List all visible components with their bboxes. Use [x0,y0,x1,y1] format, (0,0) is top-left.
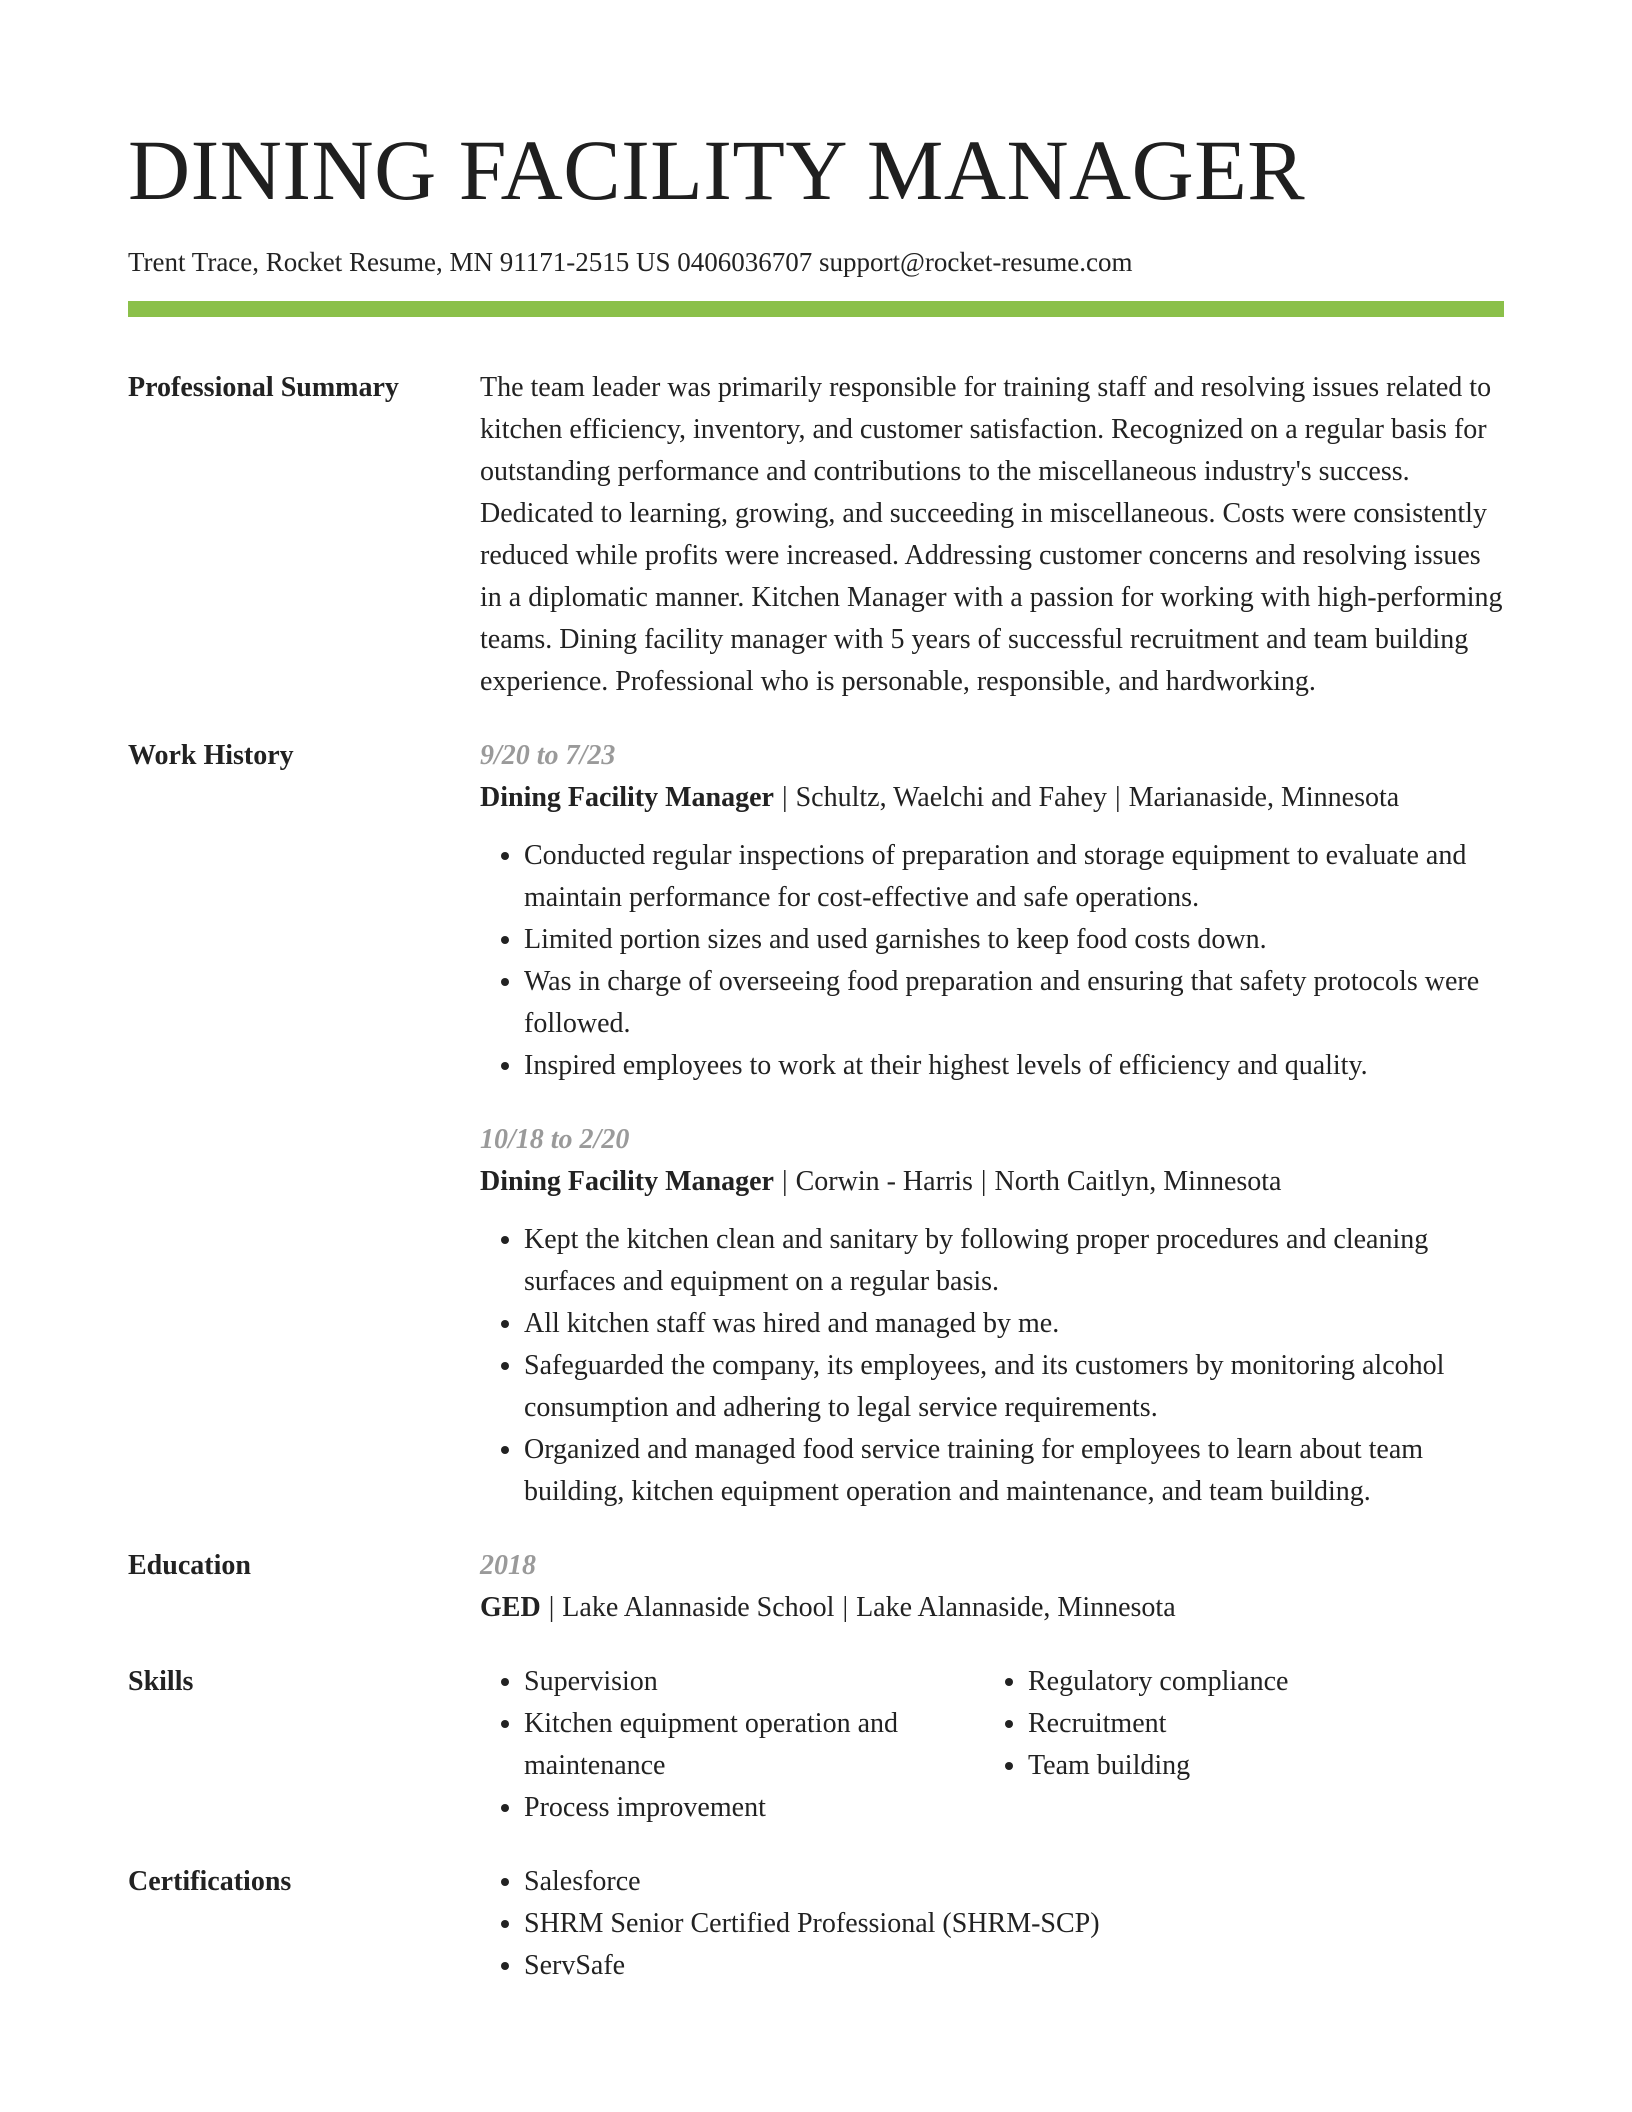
separator: | [548,1592,562,1623]
skills-column-1 [480,1661,984,1829]
skills-grid [480,1661,1504,1829]
skill-item: • Regulatory compliance [1028,1661,1504,1703]
skill-item: • Team building [1028,1745,1504,1787]
job-dates: 10/18 to 2/20 [480,1124,630,1155]
job-bullet: • All kitchen staff was hired and managed by me. [524,1303,1504,1345]
skills-body [480,1661,1504,1829]
work-history-section [128,735,1504,1513]
job-heading [480,1161,1504,1203]
education-section [128,1545,1504,1629]
job-company: Schultz, Waelchi and Fahey [795,782,1107,813]
certification-item: • Salesforce [524,1861,1504,1903]
job-entry [480,735,1504,1087]
job-company: Corwin - Harris [795,1166,973,1197]
job-bullet: • Safeguarded the company, its employees, and its customers by monitoring alcohol consumption and adhering to legal service requirements. [524,1345,1504,1429]
skills-section [128,1661,1504,1829]
skill-item: • Recruitment [1028,1703,1504,1745]
job-bullet: • Inspired employees to work at their highest levels of efficiency and quality. [524,1045,1504,1087]
job-bullet: • Limited portion sizes and used garnishes to keep food costs down. [524,919,1504,961]
job-title: Dining Facility Manager [480,1166,774,1197]
skills-heading: Skills [128,1666,194,1697]
job-location: Marianaside, Minnesota [1128,782,1400,813]
skill-item: • Kitchen equipment operation and maintenance [524,1703,984,1787]
job-bullets [480,835,1504,1087]
job-bullet: • Kept the kitchen clean and sanitary by following proper procedures and cleaning surfaces and equipment on a regular basis. [524,1219,1504,1303]
work-history-body [480,735,1504,1513]
certification-item: • SHRM Senior Certified Professional (SHRM-SCP) [524,1903,1504,1945]
job-bullets [480,1219,1504,1513]
certification-item: • ServSafe [524,1945,1504,1987]
job-title: Dining Facility Manager [480,782,774,813]
job-bullet: • Was in charge of overseeing food preparation and ensuring that safety protocols were followed. [524,961,1504,1045]
job-location: North Caitlyn, Minnesota [994,1166,1282,1197]
certifications-list [480,1861,1504,1987]
education-line [480,1587,1504,1629]
separator: | [1114,782,1128,813]
separator: | [842,1592,856,1623]
accent-divider [128,301,1504,317]
education-year: 2018 [480,1550,536,1581]
education-school: Lake Alannaside School [562,1592,835,1623]
education-body [480,1545,1504,1629]
certifications-body [480,1861,1504,1987]
job-heading [480,777,1504,819]
education-degree: GED [480,1592,541,1623]
contact-line: Trent Trace, Rocket Resume, MN 91171-2515 US 0406036707 support@rocket-resume.com [128,247,1133,277]
certifications-heading: Certifications [128,1866,292,1897]
separator: | [980,1166,994,1197]
job-entry [480,1119,1504,1513]
separator: | [781,1166,795,1197]
certifications-section [128,1861,1504,1987]
job-bullet: • Conducted regular inspections of preparation and storage equipment to evaluate and maintain performance for cost-effective and safe operations. [524,835,1504,919]
resume-title: DINING FACILITY MANAGER [128,122,1306,218]
summary-section [128,367,1504,703]
job-dates: 9/20 to 7/23 [480,740,616,771]
work-history-heading: Work History [128,740,294,771]
education-heading: Education [128,1550,251,1581]
skill-item: • Process improvement [524,1787,984,1829]
skills-column-2 [984,1661,1504,1829]
summary-text: The team leader was primarily responsible for training staff and resolving issues related to kitchen efficiency, inventory, and customer satisfaction. Recognized on a regular basis for outstanding performance and contributions to the miscellaneous industry's success. Dedicated to learning, growing, and succeeding in miscellaneous. Costs were consistently reduced while profits were increased. Addressing customer concerns and resolving issues in a diplomatic manner. Kitchen Manager with a passion for working with high-performing teams. Dining facility manager with 5 years of successful recruitment and team building experience. Professional who is personable, responsible, and hardworking. [480,372,1503,697]
skill-item: • Supervision [524,1661,984,1703]
education-location: Lake Alannaside, Minnesota [856,1592,1176,1623]
separator: | [781,782,795,813]
job-bullet: • Organized and managed food service training for employees to learn about team building, kitchen equipment operation and maintenance, and team building. [524,1429,1504,1513]
summary-heading: Professional Summary [128,372,399,403]
